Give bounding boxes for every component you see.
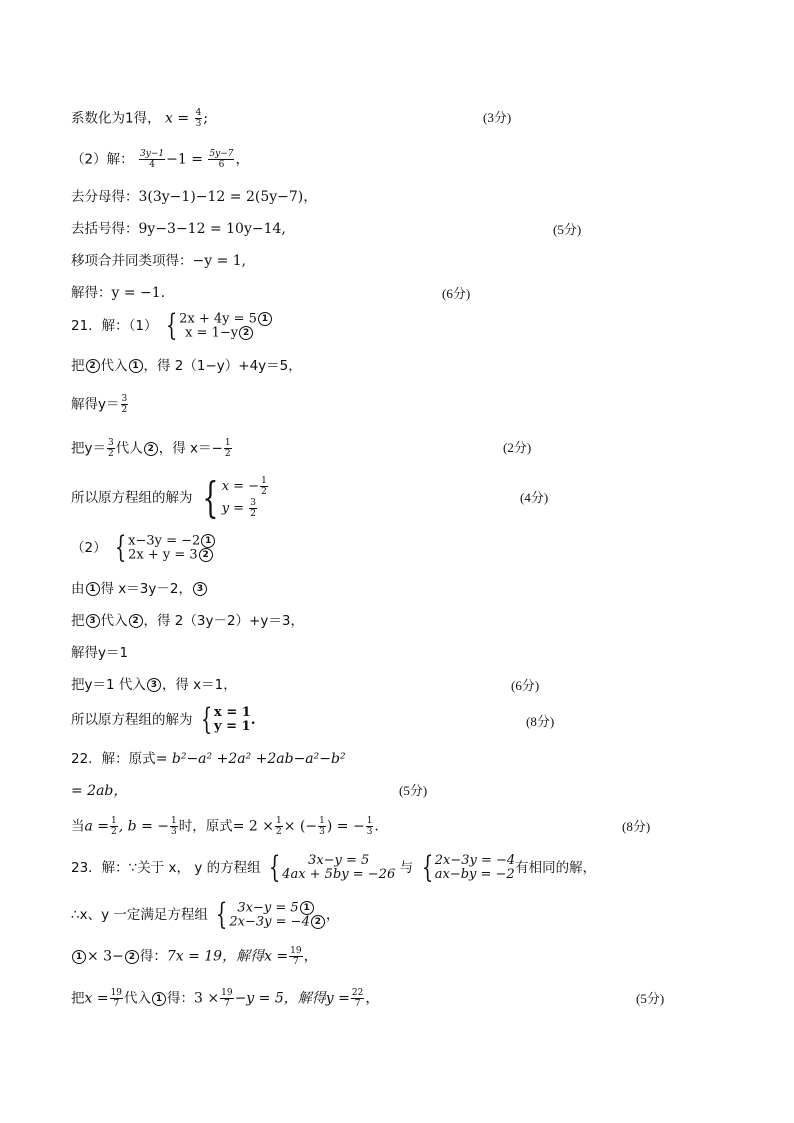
score-3: (6分) [442,286,471,301]
circled-two-icon: 2 [125,950,139,964]
line-5: 移项合并同类项得：−y = 1, [71,253,247,269]
score-9: (8分) [622,819,651,834]
circled-three-icon: 3 [193,582,207,596]
line-2: （2）解： $\frac{3y-1}{4}$ −1 = $\frac{5y-7}{6}$ ， [71,149,250,170]
line-19: = 2ab， [71,783,128,799]
circled-two-icon: 2 [199,548,213,562]
circled-two-icon: 2 [86,359,100,373]
fraction: $\frac{4}{3}$ [195,108,202,129]
math: 9y−3−12 = 10y−14, [138,221,286,237]
solution-system: { x = 1 y = 1 [200,702,251,737]
circled-two-icon: 2 [311,915,325,929]
text: （2）解： [71,151,134,168]
equation-system: { 2x−3y = −4 ax−by = −2 [421,850,516,885]
circled-two-icon: 2 [144,442,158,456]
line-10: 把y＝ $\frac{3}{2}$ 代人 2 ，得 x＝− $\frac{1}{2}$ [71,438,231,459]
score-5: (4分) [520,490,549,505]
line-9: 解得y＝ $\frac{3}{2}$ [71,394,128,415]
solution-system: { x = − $\frac{1}{2}$ y = $\frac{3}{2}$ [202,473,267,522]
circled-two-icon: 2 [239,326,253,340]
line-8: 把 2 代入 1 ，得 2（1−y）+4y＝5， [71,358,302,374]
circled-one-icon: 1 [72,950,86,964]
line-15: 解得y＝1 [71,645,129,661]
circled-three-icon: 3 [147,678,161,692]
line-17: 所以原方程组的解为 { x = 1 y = 1 . [71,702,256,737]
score-7: (8分) [526,714,555,729]
line-20: 当a = $\frac{1}{2}$ , b = − $\frac{1}{3}$ 时，原式= 2 × $\frac{1}{2}$ × (− $\frac{1}{3}$ ) = − $\frac{1}{3}$ . [71,816,379,837]
fraction: $\frac{3y-1}{4}$ [140,149,165,170]
line-1: 系数化为1得， x = $\frac{4}{3}$ ; [71,108,209,129]
score-6: (6分) [511,678,540,693]
circled-one-icon: 1 [129,359,143,373]
line-16: 把y＝1 代入 3 ，得 x＝1， [71,677,237,693]
score-8: (5分) [399,783,428,798]
math: = b²−a² +2a² +2ab−a²−b² [155,751,346,767]
circled-one-icon: 1 [201,534,215,548]
math: −y = 1, [192,253,247,269]
equation-system: { x−3y = −2 1 2x + y = 3 2 [111,533,216,563]
circled-one-icon: 1 [86,582,100,596]
score-1: (3分) [483,110,512,125]
text: 系数化为1得， [71,110,161,127]
fraction: $\frac{5y-7}{6}$ [209,149,234,170]
line-13: 由 1 得 x＝3y－2， 3 [71,580,208,598]
math: 3(3y−1)−12 = 2(5y−7)， [138,189,318,205]
line-4: 去括号得：9y−3−12 = 10y−14, [71,221,286,237]
line-3: 去分母得：3(3y−1)−12 = 2(5y−7)， [71,189,318,205]
line-11: 所以原方程组的解为 { x = − $\frac{1}{2}$ y = $\frac{3}{2}$ [71,473,267,522]
line-18: 22．解：原式= b²−a² +2a² +2ab−a²−b² [71,751,346,767]
line-7: 21．解：（1） { 2x + 4y = 5 1 x = 1−y 2 [71,311,273,341]
circled-one-icon: 1 [300,901,314,915]
circled-one-icon: 1 [152,992,166,1006]
score-10: (5分) [636,991,665,1006]
equation-system: { 3x−y = 5 4ax + 5by = −26 [268,850,396,885]
line-23: 1 × 3− 2 得：7x = 19，解得x = $\frac{19}{7}$ ， [71,946,318,967]
score-2: (5分) [553,222,582,237]
line-24: 把x = $\frac{19}{7}$ 代入 1 得：3 × $\frac{19}{7}$ −y = 5，解得y = $\frac{22}{7}$ ， [71,988,380,1009]
score-4: (2分) [503,440,532,455]
line-21: 23．解：∵关于 x， y 的方程组 { 3x−y = 5 4ax + 5by = −26 与 { 2x−3y = −4 ax−by = −2 有相同的解， [71,850,597,885]
equation-system: { 3x−y = 5 1 2x−3y = −4 2 [212,900,326,930]
line-12: （2） { x−3y = −2 1 2x + y = 3 2 [71,533,216,563]
line-6: 解得：y = −1. [71,285,166,301]
math: y = −1. [111,285,166,301]
math: x = [165,110,190,127]
fraction: $\frac{3}{2}$ [121,394,128,415]
line-14: 把 3 代入 2 ，得 2（3y－2）+y＝3， [71,613,304,629]
line-22: ∴x、y 一定满足方程组 { 3x−y = 5 1 2x−3y = −4 2 ， [71,897,340,932]
circled-three-icon: 3 [86,614,100,628]
circled-two-icon: 2 [129,614,143,628]
circled-one-icon: 1 [258,312,272,326]
equation-system: { 2x + 4y = 5 1 x = 1−y 2 [162,311,273,341]
